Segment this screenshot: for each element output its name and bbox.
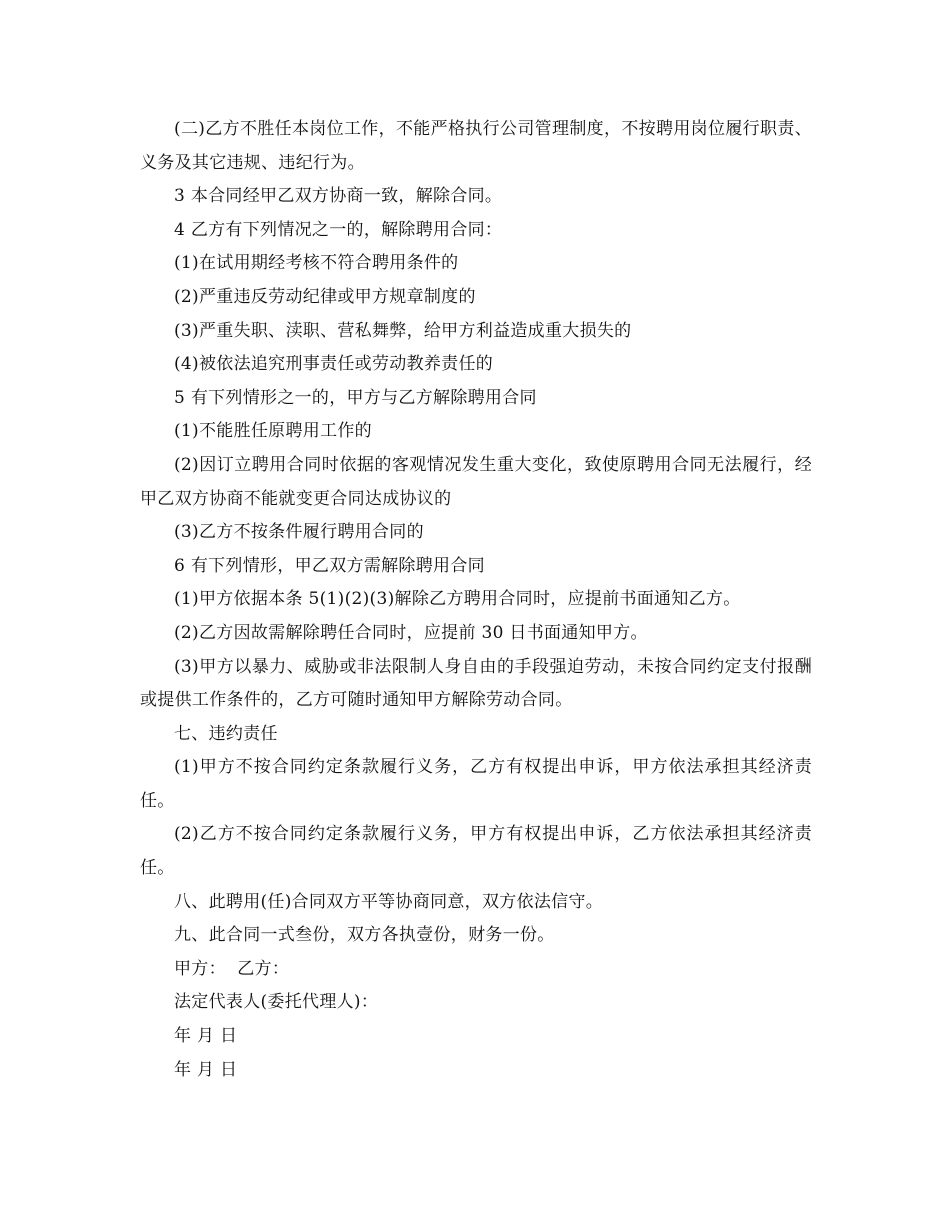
paragraph-item-6-3: (3)甲方以暴力、威胁或非法限制人身自由的手段强迫劳动，未按合同约定支付报酬或提供工作条件的，乙方可随时通知甲方解除劳动合同。 [140,656,812,711]
signature-parties-line: 甲方： 乙方： [174,958,290,979]
document-body [140,113,812,1087]
paragraph-item-4-3: (3)严重失职、渎职、营私舞弊，给甲方利益造成重大损失的 [174,320,632,341]
date-line-party-a: 年 月 日 [174,1026,238,1047]
paragraph-item-6: 6 有下列情形，甲乙双方需解除聘用合同 [174,555,485,576]
paragraph-breach-2: (2)乙方不按合同约定条款履行义务，甲方有权提出申诉，乙方依法承担其经济责任。 [140,824,812,879]
section-heading-breach-liability: 七、违约责任 [174,723,278,744]
paragraph-item-6-1: (1)甲方依据本条 5(1)(2)(3)解除乙方聘用合同时，应提前书面通知乙方。 [174,589,741,610]
paragraph-section-8: 八、此聘用(任)合同双方平等协商同意，双方依法信守。 [174,891,604,912]
paragraph-item-4-2: (2)严重违反劳动纪律或甲方规章制度的 [174,286,476,307]
date-line-party-b: 年 月 日 [174,1059,238,1080]
paragraph-item-5-3: (3)乙方不按条件履行聘用合同的 [174,522,424,543]
paragraph-item-4: 4 乙方有下列情况之一的，解除聘用合同： [174,219,503,240]
paragraph-clause-2: (二)乙方不胜任本岗位工作，不能严格执行公司管理制度，不按聘用岗位履行职责、义务及其它违规、违纪行为。 [140,119,812,173]
paragraph-item-3: 3 本合同经甲乙双方协商一致，解除合同。 [174,186,503,207]
paragraph-section-9: 九、此合同一式叁份，双方各执壹份，财务一份。 [174,925,555,946]
legal-representative-line: 法定代表人(委托代理人)： [174,992,379,1013]
paragraph-item-4-1: (1)在试用期经考核不符合聘用条件的 [174,253,459,274]
paragraph-item-6-2: (2)乙方因故需解除聘任合同时，应提前 30 日书面通知甲方。 [174,622,648,643]
paragraph-breach-1: (1)甲方不按合同约定条款履行义务，乙方有权提出申诉，甲方依法承担其经济责任。 [140,757,812,811]
paragraph-item-5-1: (1)不能胜任原聘用工作的 [174,421,372,442]
paragraph-item-4-4: (4)被依法追究刑事责任或劳动教养责任的 [174,354,494,375]
paragraph-item-5: 5 有下列情形之一的，甲方与乙方解除聘用合同 [174,387,537,408]
paragraph-item-5-2: (2)因订立聘用合同时依据的客观情况发生重大变化，致使原聘用合同无法履行，经甲乙双方协商不能就变更合同达成协议的 [140,454,812,509]
